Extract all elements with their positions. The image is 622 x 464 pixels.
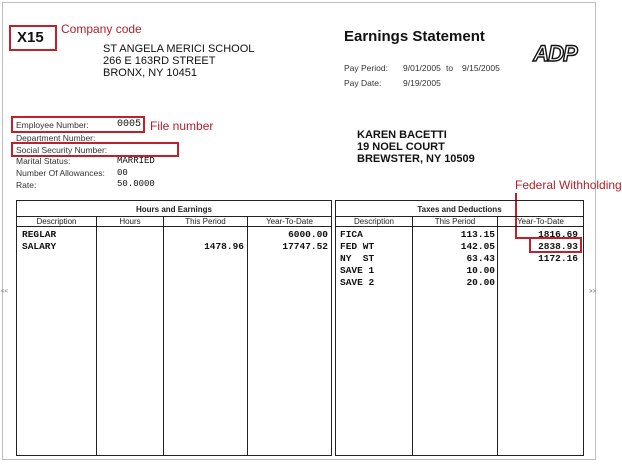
rate-label: Rate: xyxy=(16,180,37,190)
earnings-this-period: 1478.96 xyxy=(204,241,244,252)
taxes-panel-title: Taxes and Deductions xyxy=(417,205,502,214)
pay-period-to: 9/15/2005 xyxy=(462,63,500,73)
tax-this-period: 63.43 xyxy=(466,253,495,264)
department-label: Department Number: xyxy=(16,133,96,143)
taxes-header-rule xyxy=(336,226,583,227)
tax-this-period: 142.05 xyxy=(460,241,495,252)
company-code: X15 xyxy=(17,29,44,46)
company-name: ST ANGELA MERICI SCHOOL xyxy=(103,43,255,55)
statement-title: Earnings Statement xyxy=(344,28,485,45)
earnings-ytd: 17747.52 xyxy=(282,241,328,252)
federal-withholding-highlight xyxy=(529,237,582,253)
company-city: BRONX, NY 10451 xyxy=(103,67,197,79)
employee-number-label: Employee Number: xyxy=(16,120,89,130)
pay-period-from: 9/01/2005 xyxy=(403,63,441,73)
pay-date-label: Pay Date: xyxy=(344,78,382,88)
earnings-description: REGLAR xyxy=(22,229,57,240)
earnings-header-this-period: This Period xyxy=(185,217,226,226)
federal-withholding-annotation: Federal Withholding xyxy=(515,178,622,192)
left-margin-mark: << xyxy=(1,289,9,295)
marital-status: MARRIED xyxy=(117,156,155,166)
tax-ytd: 1816.69 xyxy=(538,229,578,240)
file-number-annotation: File number xyxy=(150,119,214,133)
taxes-header-ytd: Year-To-Date xyxy=(517,217,564,226)
earnings-col-divider-1 xyxy=(96,216,97,455)
taxes-header-description: Description xyxy=(353,217,394,226)
svg-text:ADP: ADP xyxy=(533,41,577,66)
earnings-panel-title: Hours and Earnings xyxy=(135,205,212,214)
pay-period-label: Pay Period: xyxy=(344,63,388,73)
earnings-header-hours: Hours xyxy=(119,217,141,226)
tax-description: SAVE 2 xyxy=(340,277,375,288)
recipient-city: BREWSTER, NY 10509 xyxy=(357,153,475,165)
pay-date: 9/19/2005 xyxy=(403,78,441,88)
rate: 50.0000 xyxy=(117,179,155,189)
tax-description: FICA xyxy=(340,229,363,240)
ssn-label: Social Security Number: xyxy=(16,145,108,155)
tax-description: FED WT xyxy=(340,241,375,252)
employee-number: 0005 xyxy=(117,119,142,130)
earnings-header-ytd: Year-To-Date xyxy=(266,217,313,226)
tax-this-period: 20.00 xyxy=(466,277,495,288)
tax-this-period: 113.15 xyxy=(460,229,495,240)
earnings-ytd: 6000.00 xyxy=(288,229,328,240)
company-street: 266 E 163RD STREET xyxy=(103,55,216,67)
earnings-header-description: Description xyxy=(36,217,77,226)
tax-ytd: 1172.16 xyxy=(538,253,578,264)
allowances: 00 xyxy=(117,168,128,178)
adp-logo xyxy=(530,40,580,73)
marital-label: Marital Status: xyxy=(16,156,71,166)
pay-period-to-word: to xyxy=(446,63,454,73)
company-code-annotation: Company code xyxy=(61,22,142,36)
recipient-name: KAREN BACETTI xyxy=(357,129,447,141)
tax-this-period: 10.00 xyxy=(466,265,495,276)
recipient-street: 19 NOEL COURT xyxy=(357,141,445,153)
earnings-description: SALARY xyxy=(22,241,57,252)
tax-ytd: 2838.93 xyxy=(538,241,578,252)
tax-description: SAVE 1 xyxy=(340,265,375,276)
taxes-header-this-period: This Period xyxy=(434,217,476,226)
tax-description: NY ST xyxy=(340,253,375,264)
right-margin-mark: >> xyxy=(589,289,597,295)
earnings-header-rule xyxy=(17,226,331,227)
allowances-label: Number Of Allowances: xyxy=(16,168,105,178)
